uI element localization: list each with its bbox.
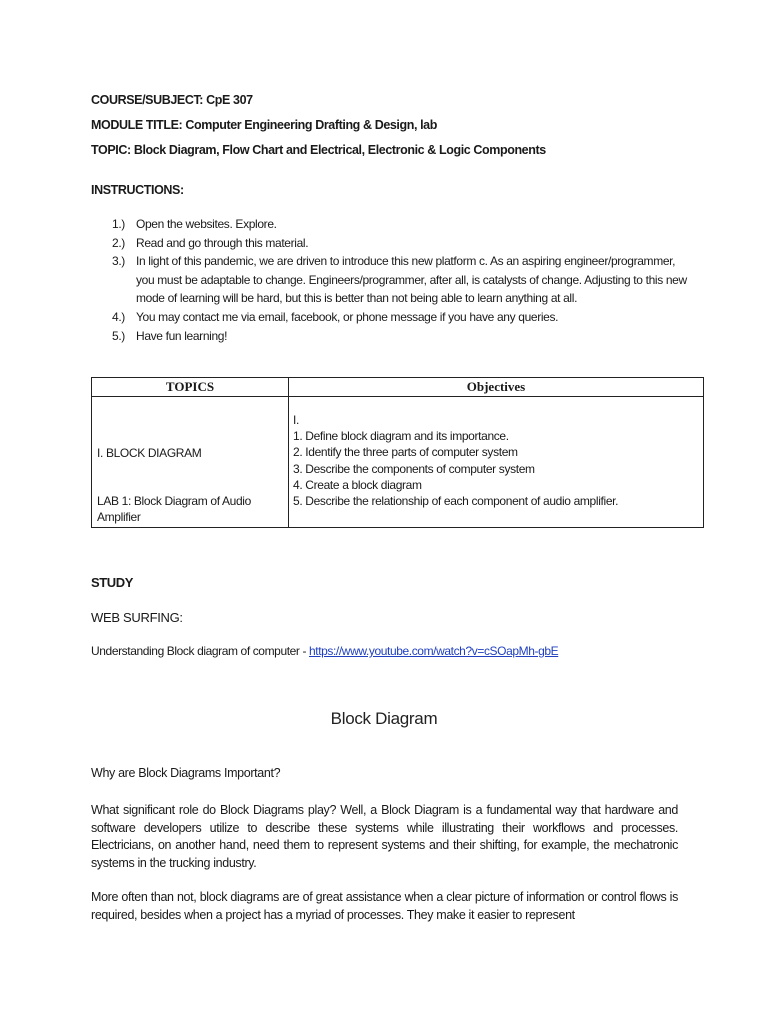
objectives-header: Objectives xyxy=(289,378,704,397)
module-label: MODULE TITLE: xyxy=(91,118,183,132)
topics-header: TOPICS xyxy=(92,378,289,397)
paragraph-2: More often than not, block diagrams are of great assistance when a clear picture of information or control flows is required, besides when a project has a myriad of processes. They make it easier to represent xyxy=(91,890,678,922)
topic-label: TOPIC: xyxy=(91,143,131,157)
objective-item: 4. Create a block diagram xyxy=(293,477,422,492)
list-item-number: 2.) xyxy=(112,235,125,250)
resource-description: Understanding Block diagram of computer - xyxy=(91,644,309,658)
table-header-row xyxy=(92,378,704,397)
topic-line xyxy=(91,143,546,157)
topic-block-diagram: I. BLOCK DIAGRAM xyxy=(97,446,202,460)
table-row xyxy=(92,397,704,528)
topics-table xyxy=(91,377,704,528)
topics-cell xyxy=(92,397,289,528)
section-question: Why are Block Diagrams Important? xyxy=(91,766,281,780)
objective-item: 2. Identify the three parts of computer system xyxy=(293,445,518,460)
resource-line xyxy=(91,644,558,658)
objectives-cell xyxy=(289,397,704,528)
course-subject-line xyxy=(91,93,253,107)
list-item-text: Have fun learning! xyxy=(136,328,228,343)
list-item-text: You may contact me via email, facebook, or phone message if you have any queries. xyxy=(136,309,559,324)
course-label: COURSE/SUBJECT: xyxy=(91,93,204,107)
study-heading: STUDY xyxy=(91,575,134,590)
topic-value: Block Diagram, Flow Chart and Electrical, Electronic & Logic Components xyxy=(133,143,546,157)
list-item-number: 4.) xyxy=(112,309,125,324)
list-item xyxy=(112,308,692,327)
list-item-text: Open the websites. Explore. xyxy=(136,217,277,231)
list-item-number: 3.) xyxy=(112,254,125,269)
youtube-link[interactable]: https://www.youtube.com/watch?v=cSOapMh-gbE xyxy=(308,644,559,658)
list-item xyxy=(112,252,692,308)
paragraph-1: What significant role do Block Diagrams play? Well, a Block Diagram is a fundamental way that hardware and software developers utilize to describe these systems while illustrating their workflows and processes. Electricians, on another hand, need them to represent systems and their shifting, for example, the mechatronic systems in the trucking industry. xyxy=(91,803,678,870)
objective-item: 1. Define block diagram and its importance. xyxy=(293,429,509,444)
list-item-text: Read and go through this material. xyxy=(136,235,309,250)
course-value: CpE 307 xyxy=(206,93,253,107)
instructions-list xyxy=(112,215,692,345)
section-title: Block Diagram xyxy=(330,709,438,728)
objective-item: 3. Describe the components of computer system xyxy=(293,461,535,476)
list-item xyxy=(112,215,692,234)
list-item xyxy=(112,327,692,346)
module-value: Computer Engineering Drafting & Design, lab xyxy=(185,118,437,132)
list-item-number: 5.) xyxy=(112,328,125,343)
web-surfing-label: WEB SURFING: xyxy=(91,610,183,625)
list-item-number: 1.) xyxy=(112,217,125,231)
module-title-line xyxy=(91,118,437,132)
topic-lab-1: LAB 1: Block Diagram of Audio Amplifier xyxy=(97,494,251,525)
objective-item: I. xyxy=(293,413,299,427)
list-item xyxy=(112,234,692,253)
objective-item: 5. Describe the relationship of each component of audio amplifier. xyxy=(293,494,619,509)
list-item-text: In light of this pandemic, we are driven to introduce this new platform c. As an aspiring engineer/programmer, you must be adaptable to change. Engineers/programmer, after all, is catalysts of change. Adjusting to this new mode of learning will be hard, but this is better than not being able to learn anything at all. xyxy=(136,254,687,306)
instructions-heading: INSTRUCTIONS: xyxy=(91,183,184,197)
